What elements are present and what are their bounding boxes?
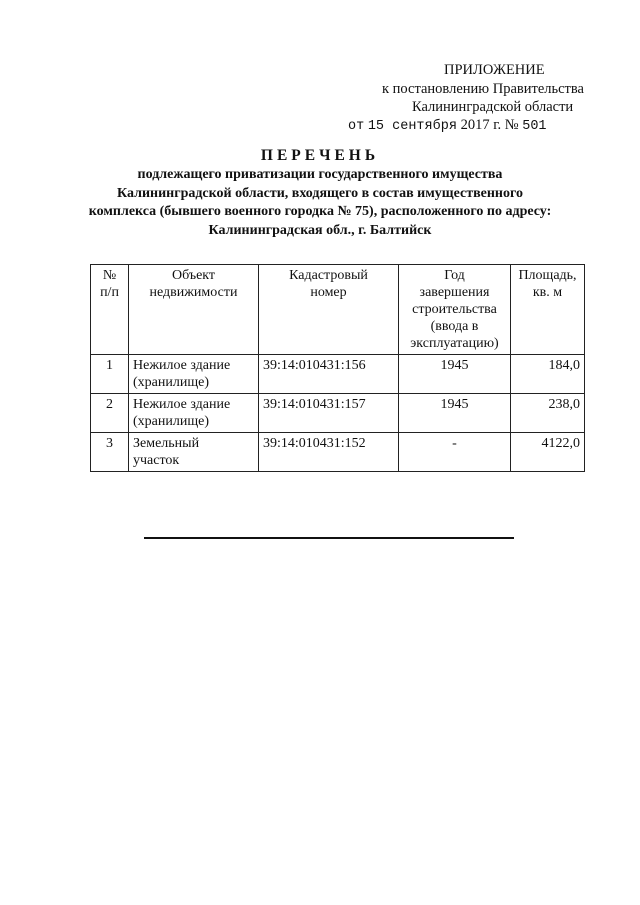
header-year-line: строительства: [412, 302, 497, 317]
cell-object: [129, 433, 259, 472]
header-area: [511, 265, 585, 355]
table-row: [91, 394, 585, 433]
heading-line-3: комплекса (бывшего военного городка № 75), расположенного по адресу:: [88, 204, 552, 219]
heading-line-1: подлежащего приватизации государственного имущества: [137, 167, 503, 182]
cell-object-line: Земельный: [133, 436, 200, 451]
cell-num: 3: [91, 433, 129, 472]
heading-line-2: Калининградской области, входящего в состав имущественного: [117, 185, 523, 201]
header-year-line: Год: [444, 268, 465, 283]
property-table: [90, 264, 585, 472]
cell-area: 238,0: [511, 394, 585, 433]
cell-object-line: участок: [133, 453, 180, 468]
cell-object-line: (хранилище): [133, 414, 209, 429]
header-area-line: Площадь,: [518, 268, 577, 283]
cell-year: -: [399, 433, 511, 472]
table-row: [91, 355, 585, 394]
date-value: 15 сентября: [367, 119, 457, 134]
cell-year: 1945: [399, 355, 511, 394]
appendix-region-line: Калининградской области: [412, 99, 574, 115]
header-object-line: недвижимости: [149, 285, 238, 300]
cell-object-line: Нежилое здание: [133, 397, 231, 412]
header-num-line: п/п: [100, 285, 119, 300]
date-year: 2017 г. №: [460, 117, 519, 133]
appendix-resolution-line: к постановлению Правительства: [382, 81, 584, 97]
table-header-row: [91, 265, 585, 355]
header-object: [129, 265, 259, 355]
appendix-title: ПРИЛОЖЕНИЕ: [444, 62, 545, 78]
header-num-line: №: [102, 268, 117, 283]
cell-num: 1: [91, 355, 129, 394]
appendix-date-line: [348, 117, 547, 135]
cell-num: 2: [91, 394, 129, 433]
table-row: [91, 433, 585, 472]
cell-object: [129, 394, 259, 433]
header-num: [91, 265, 129, 355]
header-cadastral: [259, 265, 399, 355]
resolution-number: 501: [522, 119, 547, 134]
cell-object: [129, 355, 259, 394]
cell-area: 184,0: [511, 355, 585, 394]
cell-cadastral: 39:14:010431:157: [259, 394, 399, 433]
header-year-line: (ввода в: [430, 319, 479, 334]
closing-divider: [144, 537, 514, 539]
cell-area: 4122,0: [511, 433, 585, 472]
header-area-line: кв. м: [532, 285, 563, 300]
header-cadastral-line: Кадастровый: [289, 268, 368, 283]
header-year-line: эксплуатацию): [410, 336, 499, 351]
cell-cadastral: 39:14:010431:152: [259, 433, 399, 472]
document-heading: [60, 146, 580, 240]
date-prefix: от: [348, 119, 365, 134]
cell-object-line: (хранилище): [133, 375, 209, 390]
header-year-line: завершения: [419, 285, 490, 300]
header-cadastral-line: номер: [310, 285, 347, 300]
cell-object-line: Нежилое здание: [133, 358, 231, 373]
header-object-line: Объект: [171, 268, 216, 283]
document-title: ПЕРЕЧЕНЬ: [260, 147, 380, 164]
header-year: [399, 265, 511, 355]
cell-year: 1945: [399, 394, 511, 433]
heading-line-4: Калининградская обл., г. Балтийск: [208, 222, 432, 238]
cell-cadastral: 39:14:010431:156: [259, 355, 399, 394]
